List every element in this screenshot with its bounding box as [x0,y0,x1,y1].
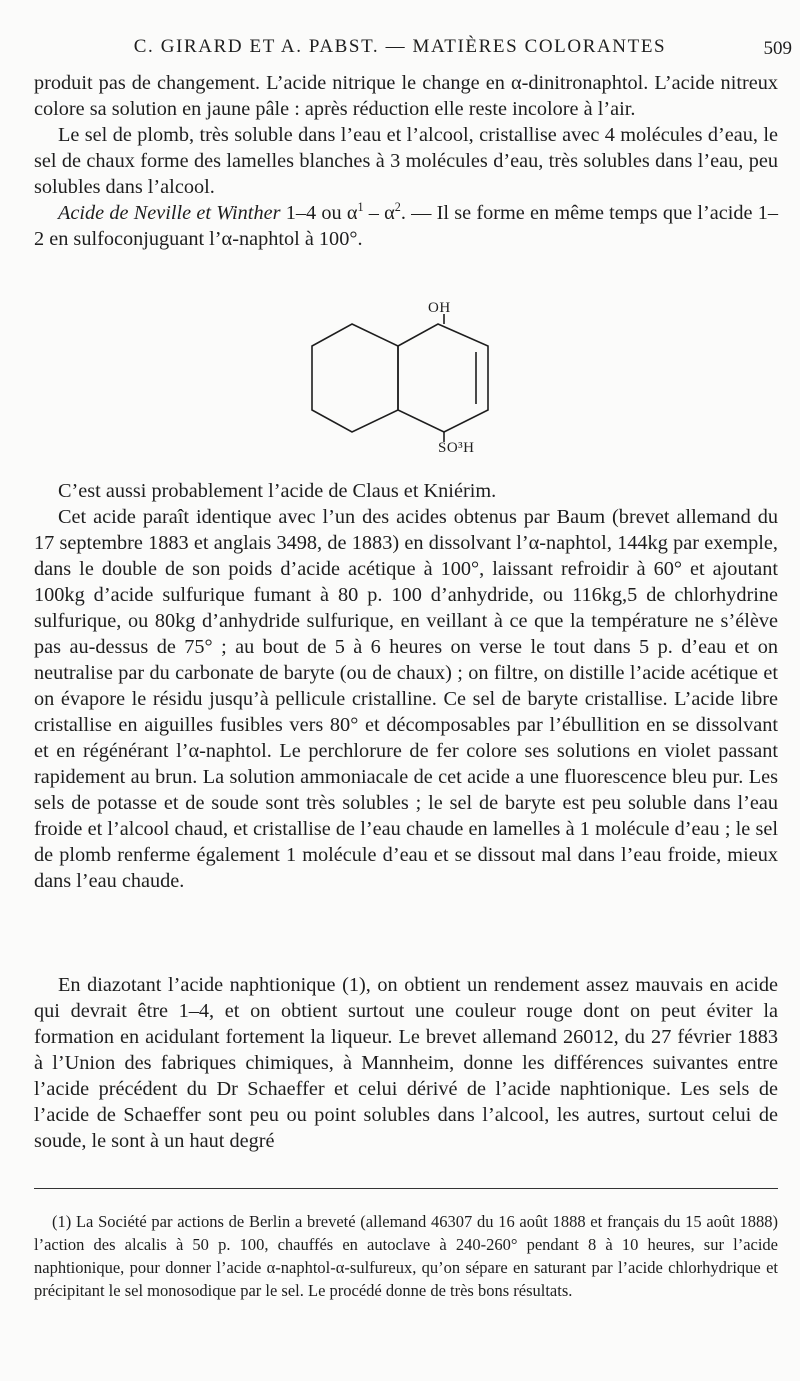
acid-name: Acide de Neville et Winther [58,202,281,224]
so3h-label: SO³H [438,440,475,456]
naphthalene-rings [300,300,530,470]
running-head: C. GIRARD ET A. PABST. — MATIÈRES COLORANTES [133,36,667,57]
paragraph-continuation: produit pas de changement. L’acide nitrique le change en α-dinitronaphtol. L’acide nitreux colore sa solution en jaune pâle : après réduction elle reste incolore à l’air. [34,72,778,120]
acid-description: . — Il se forme en même temps que l’acide 1–2 en sulfoconjuguant l’α-naphtol à 100°. [34,202,779,250]
acid-position-dash: – α [363,202,395,224]
paragraph-neville-winther [34,200,778,252]
paragraph-claus-knierim: C’est aussi probablement l’acide de Claus et Kniérim. [58,480,497,502]
paragraph-naphthionic-acid: En diazotant l’acide naphtionique (1), on obtient un rendement assez mauvais en acide qui devrait être 1–4, et on obtient surtout une couleur rouge dont on peut éviter la formation en acidulant fortement la liqueur. Le brevet allemand 26012, du 27 février 1883 à l’Union des fabriques chimiques, à Mannheim, donne les différences suivantes entre l’acide précédent du Dr Schaeffer et celui dérivé de l’acide naphtionique. Les sels de l’acide de Schaeffer sont peu ou point solubles dans l’alcool, les autres, surtout celui de soude, le sont à un haut degré [34,974,778,1152]
paragraph-lead-salt: Le sel de plomb, très soluble dans l’eau et l’alcool, cristallise avec 4 molécules d’eau, le sel de chaux forme des lamelles blanches à 3 molécules d’eau, très solubles dans l’eau, peu solubles dans l’alcool. [34,124,778,198]
text-block-middle [34,478,778,894]
page-number: 509 [763,38,792,59]
naphthalene-structure-diagram [300,300,530,470]
text-block-top [34,70,778,252]
text-block-bottom [34,972,778,1154]
left-ring [312,324,398,432]
acid-position-sup2: 2 [394,200,401,215]
oh-label: OH [428,300,451,316]
right-ring [398,324,488,432]
paragraph-baum-patent: Cet acide paraît identique avec l’un des acides obtenus par Baum (brevet allemand du 17 septembre 1883 et anglais 3498, de 1883) en dissolvant l’α-naphtol, 144kg par exemple, dans le double de son poids d’acide acétique à 100°, laissant refroidir à 60° et ajoutant 100kg d’acide sulfurique fumant à 80 p. 100 d’anhydride, ou 116kg,5 de chlorhydrine sulfurique, ou 80kg d’anhydride sulfurique, en veillant à ce que la température ne s’élève pas au-dessus de 75° ; au bout de 5 à 6 heures on verse le tout dans 5 p. d’eau et on neutralise par du carbonate de baryte (ou de chaux) ; on filtre, on distille l’acide acétique et on évapore le résidu jusqu’à pellicule cristalline. Ce sel de baryte cristallise. L’acide libre cristallise en aiguilles fusibles vers 80° et décomposables par l’ébullition en se dissolvant et en régénérant l’α-naphtol. Le perchlorure de fer colore ses solutions en violet passant rapidement au brun. La solution ammoniacale de cet acide a une fluorescence bleu pur. Les sels de potasse et de soude sont très solubles ; le sel de baryte est peu soluble dans l’eau froide et l’alcool chaud, et cristallise de l’eau chaude en lamelles à 1 molécule d’eau ; le sel de plomb renferme également 1 molécule d’eau et se dissout mal dans l’eau froide, mieux dans l’eau chaude. [34,506,778,892]
acid-position-sup1: 1 [357,200,364,215]
page-header [0,36,800,66]
footnote-divider [34,1188,778,1189]
acid-position: 1–4 ou α [285,202,358,224]
footnote-text: (1) La Société par actions de Berlin a breveté (allemand 46307 du 16 août 1888 et français du 15 août 1888) l’action des alcalis à 50 p. 100, chauffés en autoclave à 240-260° pendant 8 à 10 heures, sur l’acide naphtionique, pour donner l’acide α-naphtol-α-sulfureux, qu’on sépare en saturant par l’acide chlorhydrique et précipitant le sel monosodique par le sel. Le procédé donne de très bons résultats. [34,1212,778,1300]
footnote [34,1210,778,1302]
